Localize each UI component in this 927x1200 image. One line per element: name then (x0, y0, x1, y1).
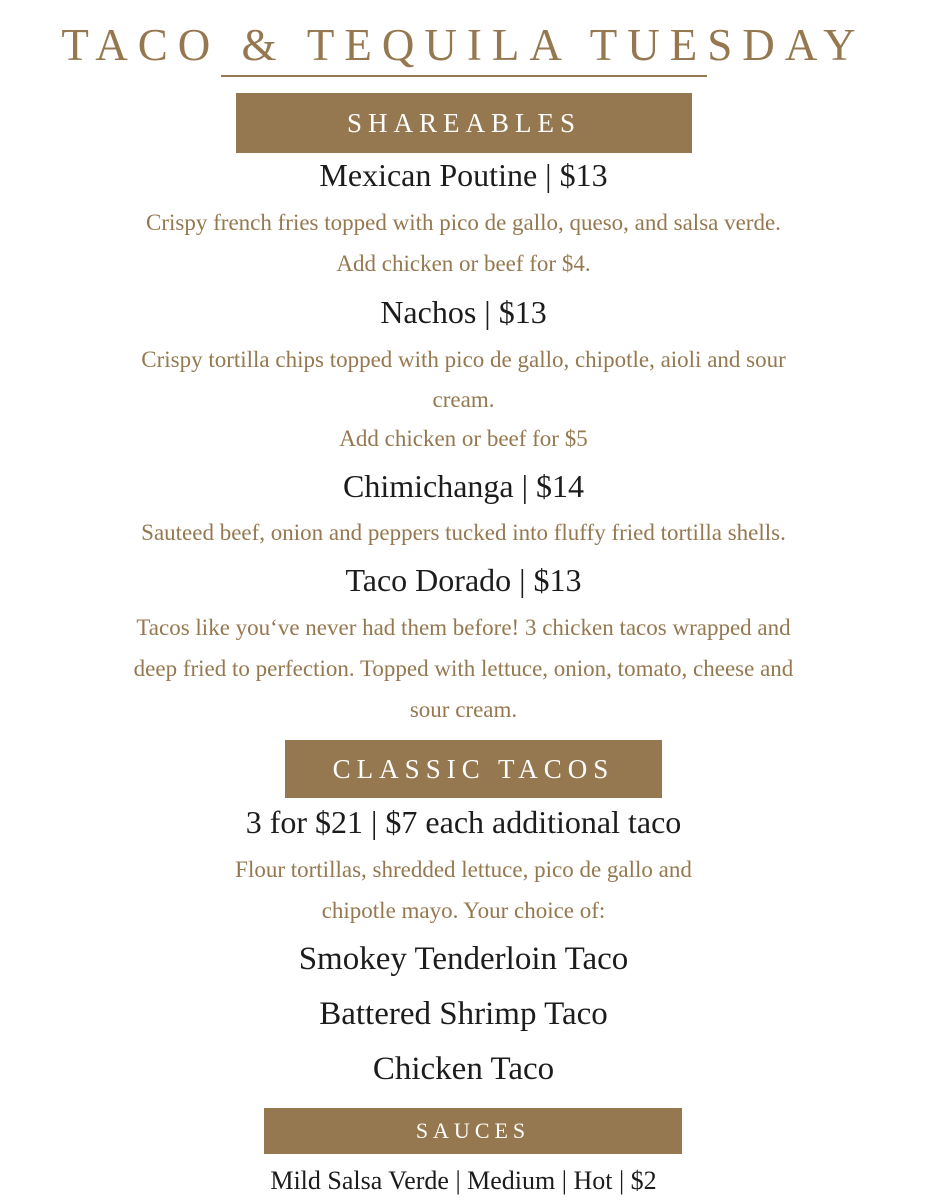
taco-choice-chicken: Chicken Taco (372, 1051, 555, 1087)
item-name-taco-dorado: Taco Dorado | $13 (345, 562, 582, 598)
item-desc-line: Add chicken or beef for $5 (339, 426, 588, 451)
taco-choice-battered-shrimp: Battered Shrimp Taco (319, 996, 608, 1032)
shareables-heading: SHAREABLES (346, 107, 582, 138)
title-underline (221, 75, 707, 77)
classic-tacos-banner (285, 740, 662, 798)
classic-tacos-desc-line: Flour tortillas, shredded lettuce, pico de gallo and (235, 857, 692, 882)
item-name-mexican-poutine: Mexican Poutine | $13 (319, 157, 608, 193)
item-desc-line: Crispy tortilla chips topped with pico de gallo, chipotle, aioli and sour (141, 347, 786, 372)
item-desc-line: cream. (432, 387, 495, 412)
item-desc-line: deep fried to perfection. Topped with lettuce, onion, tomato, cheese and (133, 656, 794, 681)
shareables-banner (236, 93, 692, 153)
item-desc-line: Sauteed beef, onion and peppers tucked into fluffy fried tortilla shells. (141, 520, 786, 545)
item-desc-line: Crispy french fries topped with pico de gallo, queso, and salsa verde. (146, 210, 781, 235)
item-desc-line: sour cream. (409, 697, 518, 722)
item-name-nachos: Nachos | $13 (380, 294, 547, 330)
classic-tacos-desc-line: chipotle mayo. Your choice of: (321, 898, 606, 923)
sauces-line: Mild Salsa Verde | Medium | Hot | $2 (270, 1166, 657, 1195)
item-desc-line: Add chicken or beef for $4. (336, 251, 591, 276)
sauces-banner (264, 1108, 682, 1154)
menu-title: TACO & TEQUILA TUESDAY (61, 20, 866, 70)
classic-tacos-price: 3 for $21 | $7 each additional taco (245, 804, 682, 840)
item-name-chimichanga: Chimichanga | $14 (342, 468, 585, 504)
classic-tacos-heading: CLASSIC TACOS (332, 753, 615, 784)
item-desc-line: Tacos like you‘ve never had them before! 3 chicken tacos wrapped and (136, 615, 791, 640)
taco-choice-smokey-tenderloin: Smokey Tenderloin Taco (298, 941, 629, 977)
sauces-heading: SAUCES (415, 1118, 531, 1143)
